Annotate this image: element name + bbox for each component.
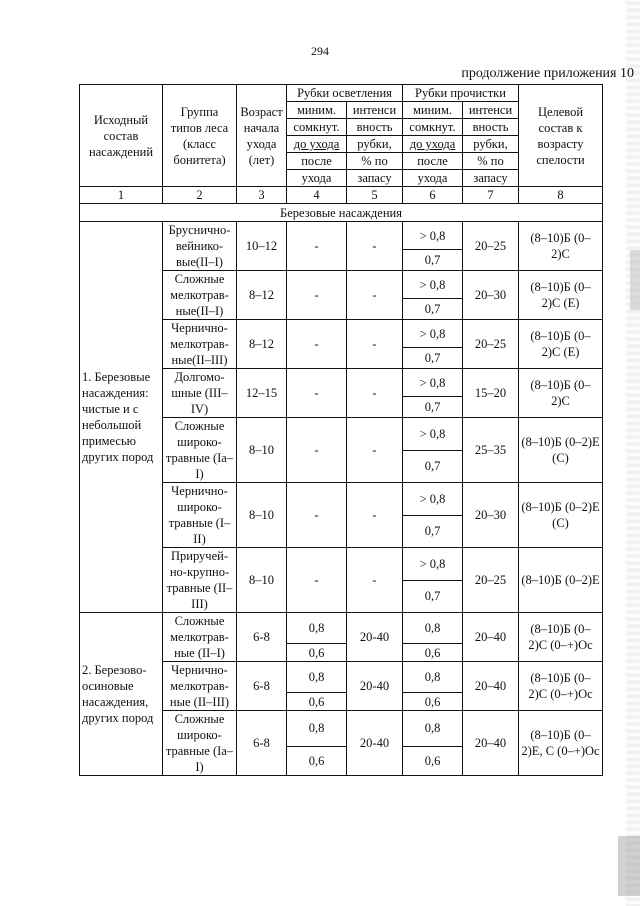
header-min-closure: ухода	[287, 170, 347, 187]
forest-type: Сложные мелкотрав-ные (II–I)	[163, 613, 237, 662]
light-closure-after: 0,6	[287, 746, 347, 775]
clean-closure-before: > 0,8	[403, 320, 463, 348]
light-closure-after: 0,6	[287, 644, 347, 662]
clean-intensity: 20–40	[463, 662, 519, 711]
clean-closure-before: > 0,8	[403, 483, 463, 516]
light-min-closure: -	[287, 320, 347, 369]
clean-intensity: 25–35	[463, 418, 519, 483]
start-age: 8–10	[237, 483, 287, 548]
group-1-label: 1. Березовые насаждения: чистые и с небольшой примесью других пород	[80, 222, 163, 613]
header-intensity: рубки,	[463, 136, 519, 153]
light-closure-before: 0,8	[287, 711, 347, 747]
light-intensity: -	[347, 222, 403, 271]
target-composition: (8–10)Б (0–2)С (Е)	[519, 271, 603, 320]
forest-type: Сложные широко-травные (Ia–I)	[163, 418, 237, 483]
header-thinning-light: Рубки осветления	[287, 85, 403, 102]
header-min-closure: миним.	[287, 102, 347, 119]
clean-closure-after: 0,7	[403, 348, 463, 369]
light-intensity: -	[347, 548, 403, 613]
clean-intensity: 20–30	[463, 271, 519, 320]
header-min-closure: миним.	[403, 102, 463, 119]
clean-closure-before: > 0,8	[403, 418, 463, 451]
column-number: 3	[237, 187, 287, 204]
light-min-closure: -	[287, 222, 347, 271]
target-composition: (8–10)Б (0–2)Е, С (0–+)Ос	[519, 711, 603, 776]
clean-closure-after: 0,7	[403, 515, 463, 548]
section-title: Березовые насаждения	[80, 204, 603, 222]
column-number: 4	[287, 187, 347, 204]
clean-closure-before: 0,8	[403, 613, 463, 644]
target-composition: (8–10)Б (0–2)Е	[519, 548, 603, 613]
target-composition: (8–10)Б (0–2)С	[519, 222, 603, 271]
light-min-closure: -	[287, 271, 347, 320]
forest-type: Долгомо-шные (III–IV)	[163, 369, 237, 418]
header-intensity: запасу	[463, 170, 519, 187]
header-intensity: вность	[463, 119, 519, 136]
clean-closure-before: 0,8	[403, 711, 463, 747]
light-closure-before: 0,8	[287, 613, 347, 644]
clean-closure-before: > 0,8	[403, 271, 463, 299]
light-intensity: -	[347, 369, 403, 418]
header-min-closure: до ухода	[403, 136, 463, 153]
scan-edge	[626, 0, 640, 906]
scan-artifact	[618, 836, 640, 896]
header-min-closure: сомкнут.	[403, 119, 463, 136]
start-age: 8–10	[237, 548, 287, 613]
clean-closure-before: > 0,8	[403, 222, 463, 250]
clean-intensity: 20–40	[463, 613, 519, 662]
column-number: 1	[80, 187, 163, 204]
light-closure-before: 0,8	[287, 662, 347, 693]
page-number: 294	[311, 44, 329, 58]
column-number: 6	[403, 187, 463, 204]
forest-type: Бруснично-вейнико-вые(II–I)	[163, 222, 237, 271]
header-intensity: интенси	[347, 102, 403, 119]
forest-thinning-table	[79, 84, 603, 776]
header-min-closure: после	[287, 153, 347, 170]
scan-artifact	[630, 250, 640, 310]
forest-type: Чернично-мелкотрав-ные(II–III)	[163, 320, 237, 369]
start-age: 8–12	[237, 320, 287, 369]
forest-type: Сложные широко-травные (Ia–I)	[163, 711, 237, 776]
column-number: 7	[463, 187, 519, 204]
target-composition: (8–10)Б (0–2)С (Е)	[519, 320, 603, 369]
header-forest-group: Группа типов леса (класс бонитета)	[163, 85, 237, 187]
forest-type: Сложные мелкотрав-ные(II–I)	[163, 271, 237, 320]
header-intensity: % по	[347, 153, 403, 170]
forest-type: Чернично-мелкотрав-ные (II–III)	[163, 662, 237, 711]
target-composition: (8–10)Б (0–2)Е (С)	[519, 418, 603, 483]
column-number: 5	[347, 187, 403, 204]
light-min-closure: -	[287, 369, 347, 418]
continuation-caption: продолжение приложения 10	[461, 66, 634, 81]
light-intensity: -	[347, 320, 403, 369]
header-min-closure: ухода	[403, 170, 463, 187]
light-intensity: 20-40	[347, 711, 403, 776]
header-intensity: интенси	[463, 102, 519, 119]
clean-intensity: 15–20	[463, 369, 519, 418]
light-min-closure: -	[287, 483, 347, 548]
light-min-closure: -	[287, 548, 347, 613]
header-initial-composition: Исходный состав насаждений	[80, 85, 163, 187]
clean-intensity: 20–25	[463, 320, 519, 369]
light-min-closure: -	[287, 418, 347, 483]
forest-type: Чернично-широко-травные (I–II)	[163, 483, 237, 548]
header-min-closure: до ухода	[287, 136, 347, 153]
target-composition: (8–10)Б (0–2)С (0–+)Ос	[519, 662, 603, 711]
clean-closure-after: 0,6	[403, 693, 463, 711]
clean-closure-after: 0,7	[403, 250, 463, 271]
light-intensity: 20-40	[347, 613, 403, 662]
header-min-closure: после	[403, 153, 463, 170]
clean-closure-after: 0,7	[403, 580, 463, 613]
column-number: 8	[519, 187, 603, 204]
target-composition: (8–10)Б (0–2)Е (С)	[519, 483, 603, 548]
clean-closure-before: > 0,8	[403, 369, 463, 397]
column-number: 2	[163, 187, 237, 204]
header-intensity: % по	[463, 153, 519, 170]
start-age: 8–10	[237, 418, 287, 483]
start-age: 6-8	[237, 711, 287, 776]
light-closure-after: 0,6	[287, 693, 347, 711]
group-2-label: 2. Березово-осиновые насаждения, других пород	[80, 613, 163, 776]
start-age: 6-8	[237, 613, 287, 662]
header-min-closure: сомкнут.	[287, 119, 347, 136]
clean-intensity: 20–25	[463, 222, 519, 271]
start-age: 12–15	[237, 369, 287, 418]
clean-closure-before: 0,8	[403, 662, 463, 693]
header-target-composition: Целевой состав к возрасту спелости	[519, 85, 603, 187]
clean-closure-after: 0,7	[403, 450, 463, 483]
header-intensity: вность	[347, 119, 403, 136]
clean-intensity: 20–25	[463, 548, 519, 613]
clean-closure-after: 0,7	[403, 299, 463, 320]
clean-closure-after: 0,7	[403, 397, 463, 418]
start-age: 6-8	[237, 662, 287, 711]
clean-intensity: 20–40	[463, 711, 519, 776]
header-intensity: рубки,	[347, 136, 403, 153]
clean-closure-after: 0,6	[403, 644, 463, 662]
light-intensity: -	[347, 418, 403, 483]
start-age: 10–12	[237, 222, 287, 271]
target-composition: (8–10)Б (0–2)С	[519, 369, 603, 418]
light-intensity: 20-40	[347, 662, 403, 711]
light-intensity: -	[347, 271, 403, 320]
clean-closure-after: 0,6	[403, 746, 463, 775]
header-thinning-clean: Рубки прочистки	[403, 85, 519, 102]
start-age: 8–12	[237, 271, 287, 320]
header-intensity: запасу	[347, 170, 403, 187]
clean-intensity: 20–30	[463, 483, 519, 548]
clean-closure-before: > 0,8	[403, 548, 463, 581]
header-age: Возраст начала ухода (лет)	[237, 85, 287, 187]
target-composition: (8–10)Б (0–2)С (0–+)Ос	[519, 613, 603, 662]
light-intensity: -	[347, 483, 403, 548]
forest-type: Приручей-но-крупно-травные (II–III)	[163, 548, 237, 613]
